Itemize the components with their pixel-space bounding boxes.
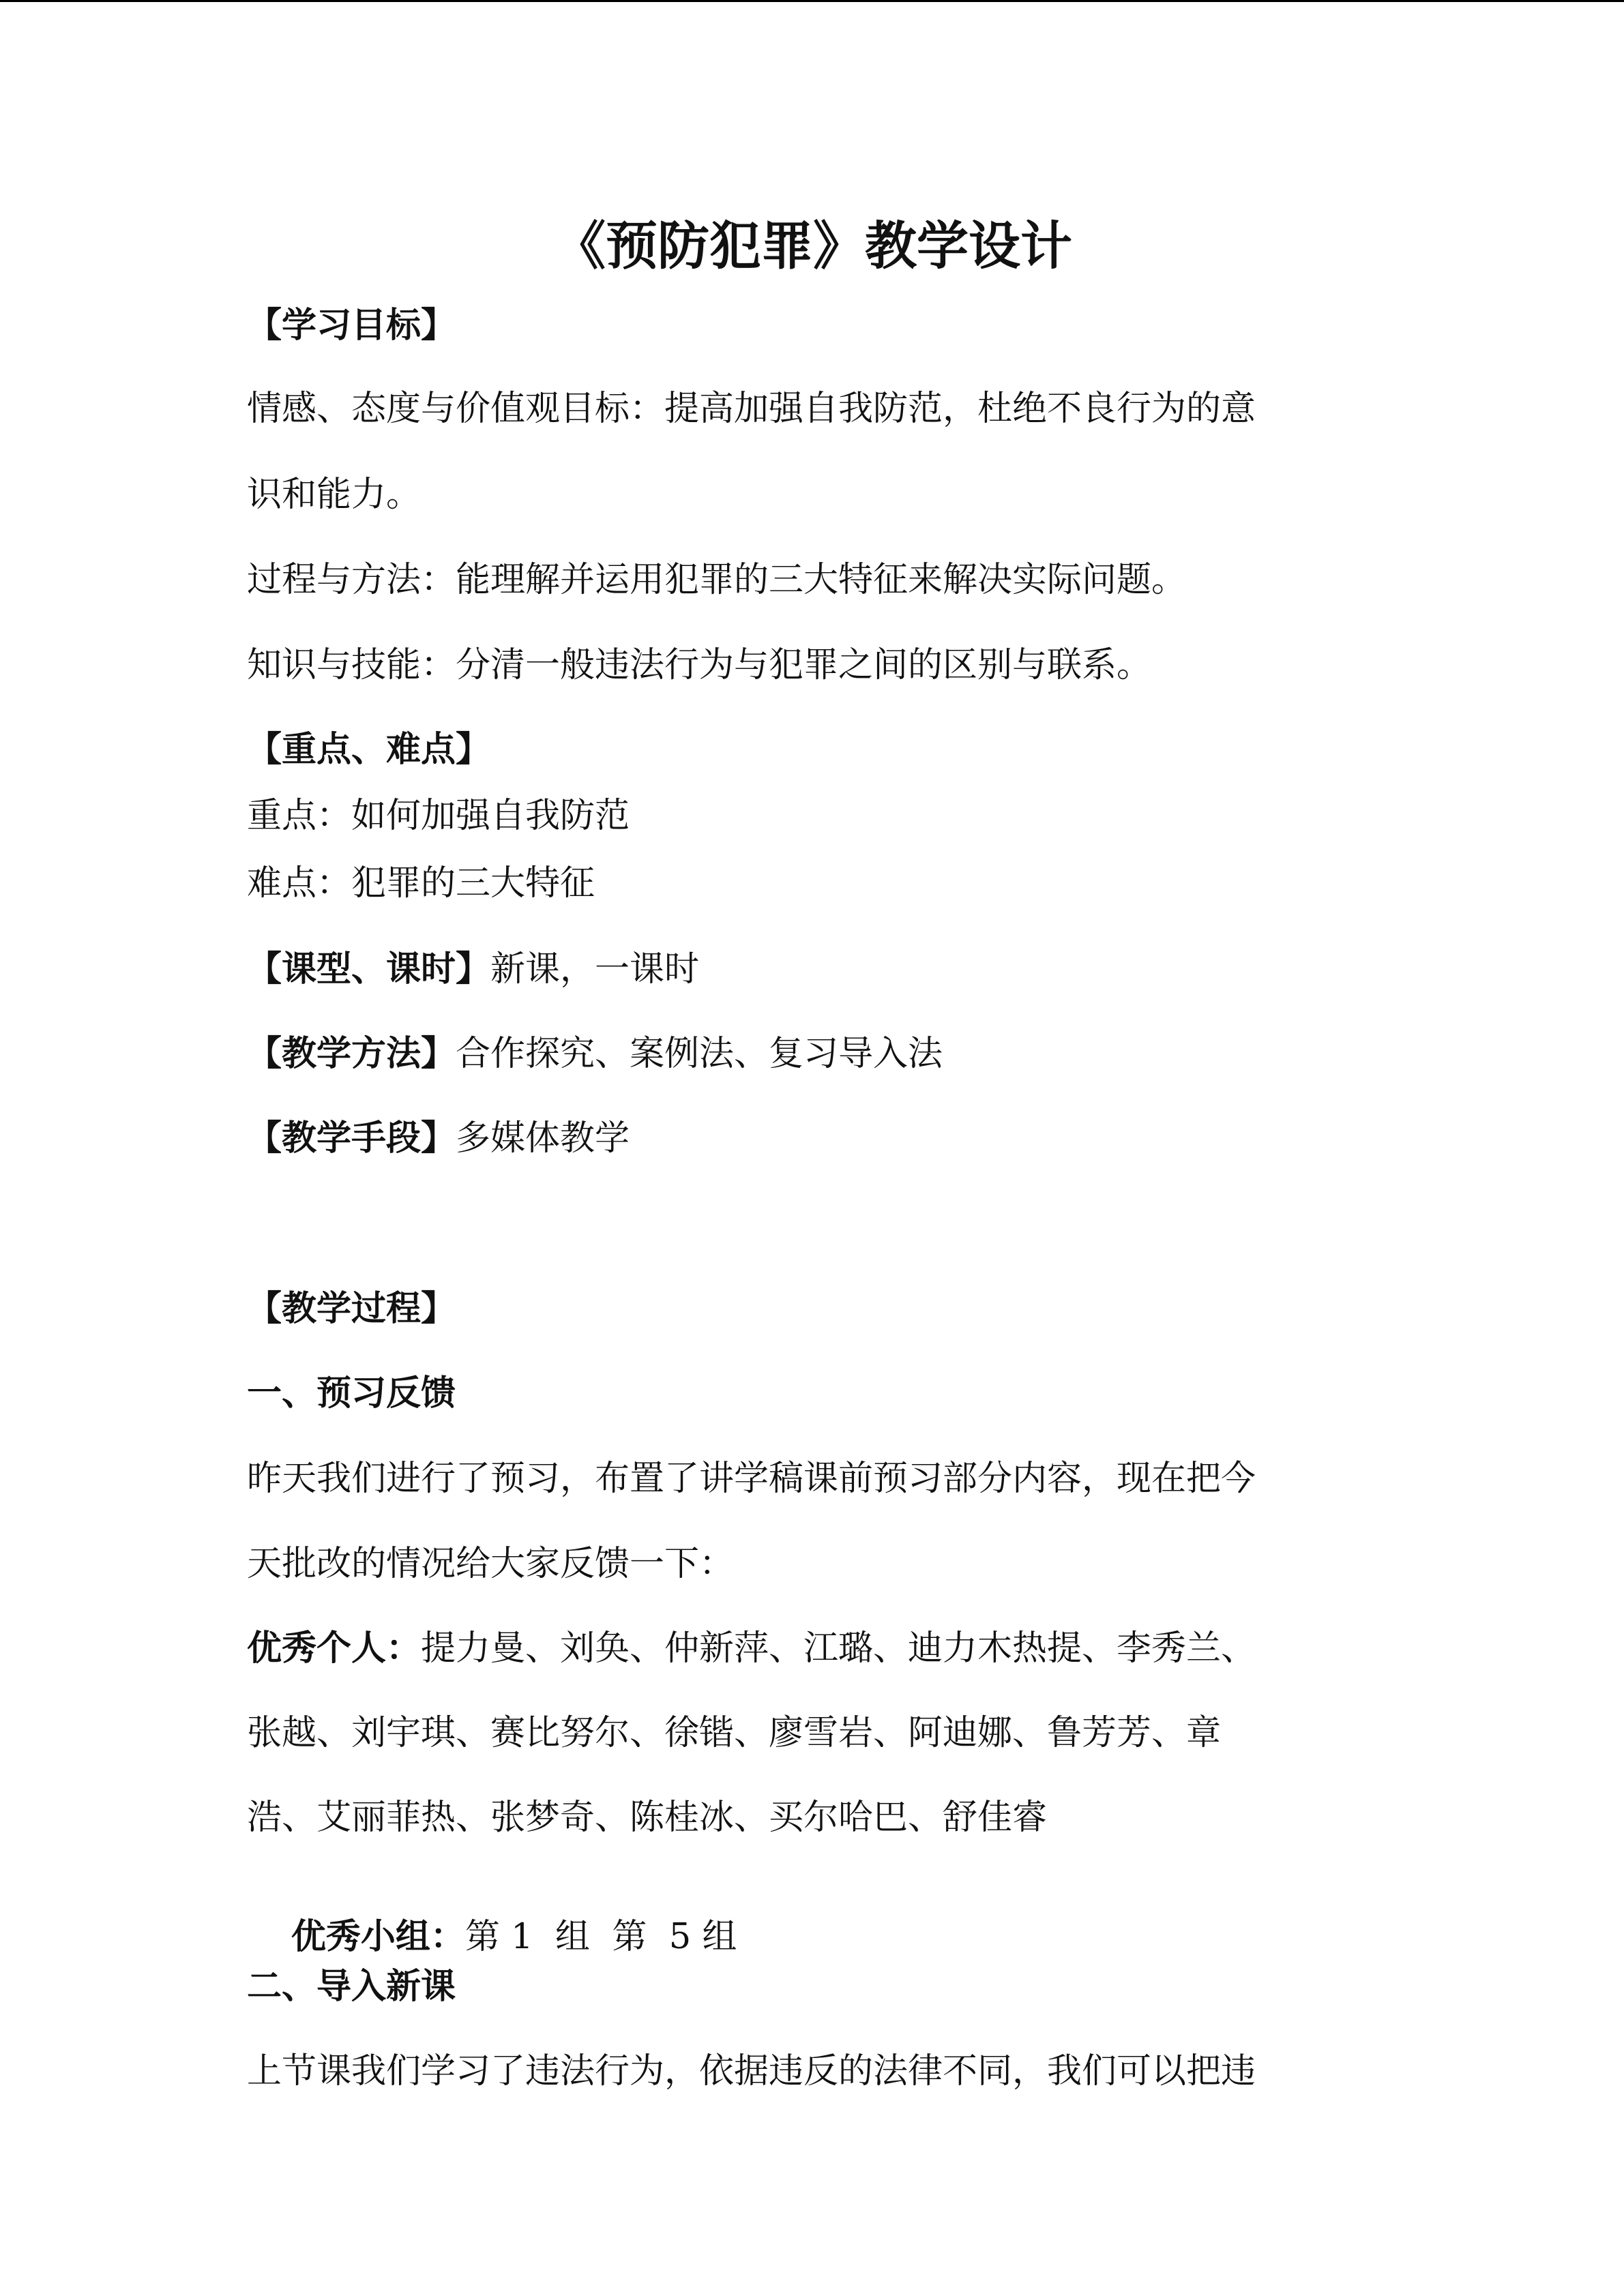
preview-paragraph-line2: 天批改的情况给大家反馈一下：: [247, 1544, 735, 1584]
excellent-groups-label: 优秀小组：: [291, 1916, 465, 1957]
excellent-groups-value: 第 1 组 第 5 组: [464, 1917, 737, 1957]
objective-emotion-line1: 情感、态度与价值观目标：提高加强自我防范，杜绝不良行为的意: [247, 389, 1256, 429]
teaching-means-value: 多媒体教学: [456, 1118, 630, 1159]
excellent-individuals-line1: [247, 1628, 1256, 1669]
document-title: 《预防犯罪》教学设计: [554, 215, 1072, 276]
excellent-individuals-line3: 浩、艾丽菲热、张梦奇、陈桂冰、买尔哈巴、舒佳睿: [247, 1798, 1048, 1838]
excellent-individuals-line2: 张越、刘宇琪、赛比努尔、徐锴、廖雪岩、阿迪娜、鲁芳芳、章: [247, 1713, 1222, 1753]
excellent-individuals-names1: 提力曼、刘奂、仲新萍、江璐、迪力木热提、李秀兰、: [421, 1628, 1256, 1669]
teaching-methods-row: [247, 1033, 943, 1074]
lesson-type-label: 【课型、课时】: [247, 949, 491, 989]
section-new-lesson-heading: 二、导入新课: [247, 1966, 456, 2007]
new-lesson-paragraph-line1: 上节课我们学习了违法行为，依据违反的法律不同，我们可以把违: [247, 2051, 1256, 2091]
key-point: 重点：如何加强自我防范: [247, 796, 630, 836]
preview-paragraph-line1: 昨天我们进行了预习，布置了讲学稿课前预习部分内容，现在把今: [247, 1459, 1256, 1499]
excellent-individuals-label: 优秀个人：: [247, 1628, 422, 1669]
process-heading: 【教学过程】: [247, 1288, 456, 1329]
difficulty-point: 难点：犯罪的三大特征: [247, 863, 595, 904]
objectives-heading: 【学习目标】: [247, 305, 456, 346]
key-points-heading: 【重点、难点】: [247, 729, 491, 770]
page-top-border: [0, 0, 1624, 2]
objective-knowledge: 知识与技能：分清一般违法行为与犯罪之间的区别与联系。: [247, 645, 1152, 685]
lesson-type-row: [247, 949, 700, 989]
teaching-means-label: 【教学手段】: [247, 1118, 456, 1159]
section-preview-feedback-heading: 一、预习反馈: [247, 1373, 456, 1414]
teaching-methods-label: 【教学方法】: [247, 1033, 456, 1074]
teaching-methods-value: 合作探究、案例法、复习导入法: [456, 1034, 943, 1074]
objective-emotion-line2: 识和能力。: [247, 475, 422, 515]
objective-process: 过程与方法：能理解并运用犯罪的三大特征来解决实际问题。: [247, 560, 1187, 600]
lesson-type-value: 新课，一课时: [490, 949, 700, 989]
teaching-means-row: [247, 1118, 630, 1159]
